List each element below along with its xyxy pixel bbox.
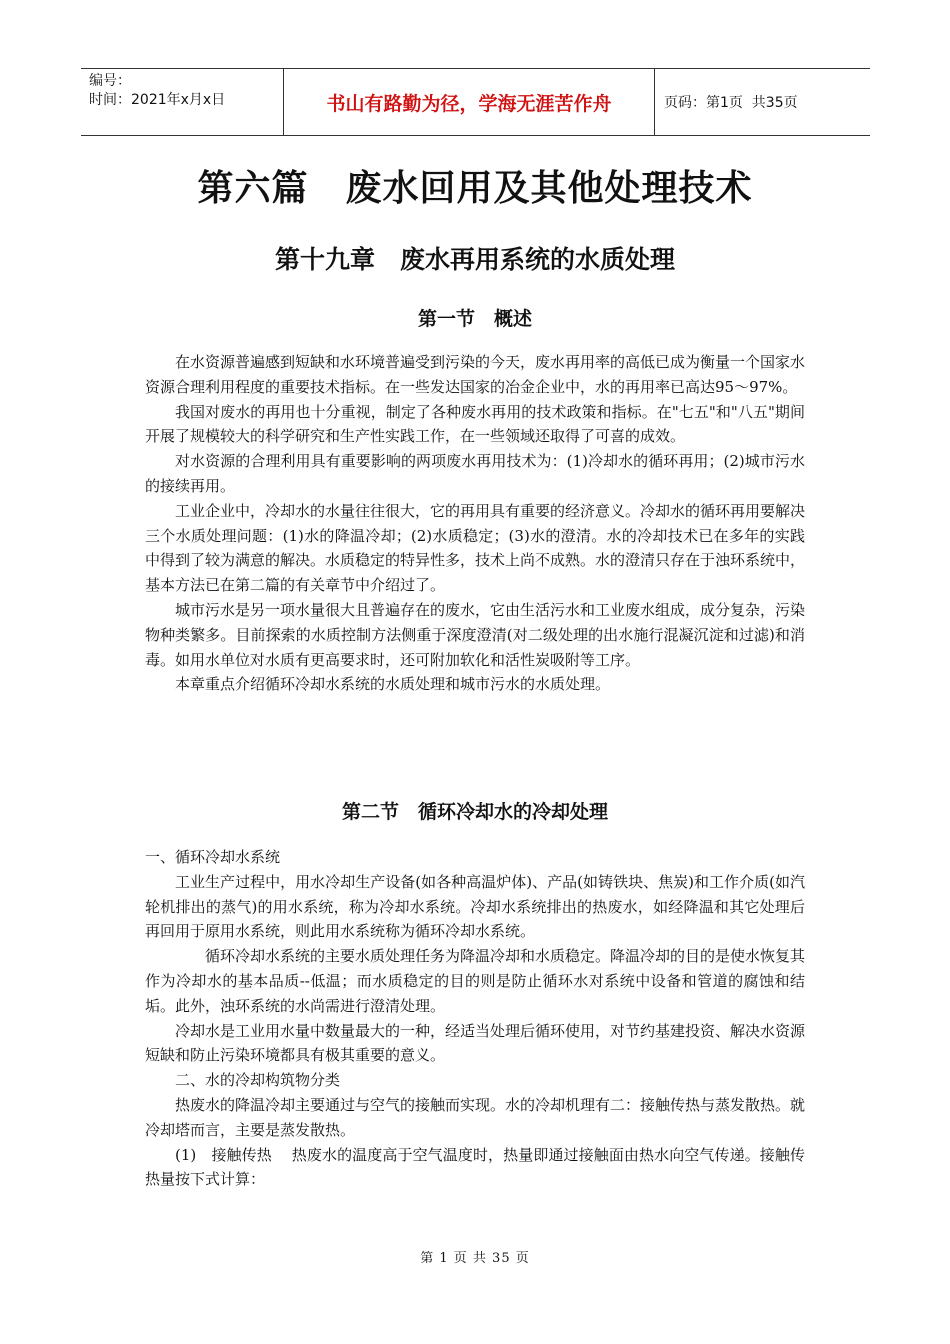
subheading: 一、循环冷却水系统	[145, 848, 281, 866]
section2-body	[145, 845, 805, 1192]
document-time-label: 时间：2021年x月x日	[89, 92, 226, 108]
subheading: 二、水的冷却构筑物分类	[175, 1071, 341, 1090]
section1-body	[145, 350, 805, 697]
paragraph: 本章重点介绍循环冷却水系统的水质处理和城市污水的水质处理。	[175, 675, 611, 694]
header-meta	[81, 69, 283, 135]
header-motto: 书山有路勤为径，学海无涯苦作舟	[283, 69, 655, 135]
paragraph: 工业生产过程中，用水冷却生产设备(如各种高温炉体)、产品(如铸铁块、焦炭)和工作介质(如汽轮机排出的蒸气)的用水系统，称为冷却水系统。冷却水系统排出的热废水，如经降温和其它处理后再回用于原用水系统，则此用水系统称为循环冷却水系统。	[145, 872, 805, 941]
paragraph: 工业企业中，冷却水的水量往往很大，它的再用具有重要的经济意义。冷却水的循环再用要解决三个水质处理问题：(1)水的降温冷却；(2)水质稳定；(3)水的澄清。水的冷却技术已在多年的实践中得到了较为满意的解决。水质稳定的特异性多，技术上尚不成熟。水的澄清只存在于浊环系统中，基本方法已在第二篇的有关章节中介绍过了。	[145, 501, 806, 595]
document-number-label: 编号：	[89, 73, 131, 89]
paragraph: (1) 接触传热 热废水的温度高于空气温度时，热量即通过接触面由热水向空气传递。接触传热量按下式计算：	[145, 1145, 805, 1189]
chapter-title: 第十九章 废水再用系统的水质处理	[274, 245, 675, 274]
paragraph: 城市污水是另一项水量很大且普遍存在的废水，它由生活污水和工业废水组成，成分复杂，污染物种类繁多。目前探索的水质控制方法侧重于深度澄清(对二级处理的出水施行混凝沉淀和过滤)和消毒。如用水单位对水质有更高要求时，还可附加软化和活性炭吸附等工序。	[145, 600, 806, 669]
section1-title: 第一节 概述	[417, 308, 532, 330]
paragraph: 我国对废水的再用也十分重视，制定了各种废水再用的技术政策和指标。在"七五"和"八五"期间开展了规模较大的科学研究和生产性实践工作，在一些领域还取得了可喜的成效。	[145, 402, 805, 446]
paragraph: 对水资源的合理利用具有重要影响的两项废水再用技术为：(1)冷却水的循环再用；(2)城市污水的接续再用。	[145, 452, 805, 495]
section2-title: 第二节 循环冷却水的冷却处理	[341, 801, 608, 823]
paragraph: 热废水的降温冷却主要通过与空气的接触而实现。水的冷却机理有二：接触传热与蒸发散热。就冷却塔而言，主要是蒸发散热。	[145, 1095, 806, 1139]
paragraph: 循环冷却水系统的主要水质处理任务为降温冷却和水质稳定。降温冷却的目的是使水恢复其作为冷却水的基本品质--低温；而水质稳定的目的则是防止循环水对系统中设备和管道的腐蚀和结垢。此外，浊环系统的水尚需进行澄清处理。	[145, 947, 806, 1015]
header-page-info	[655, 69, 870, 135]
part-title: 第六篇 废水回用及其他处理技术	[197, 168, 753, 209]
document-header	[81, 68, 870, 136]
paragraph: 冷却水是工业用水量中数量最大的一种，经适当处理后循环使用，对节约基建投资、解决水资源短缺和防止污染环境都具有极其重要的意义。	[145, 1021, 806, 1065]
paragraph: 在水资源普遍感到短缺和水环境普遍受到污染的今天，废水再用率的高低已成为衡量一个国家水资源合理利用程度的重要技术指标。在一些发达国家的冶金企业中，水的再用率已高达95～97%。	[145, 353, 806, 396]
page-footer: 第 1 页 共 35 页	[420, 1251, 530, 1266]
page-info-text: 页码：第1页 共35页	[664, 95, 798, 111]
